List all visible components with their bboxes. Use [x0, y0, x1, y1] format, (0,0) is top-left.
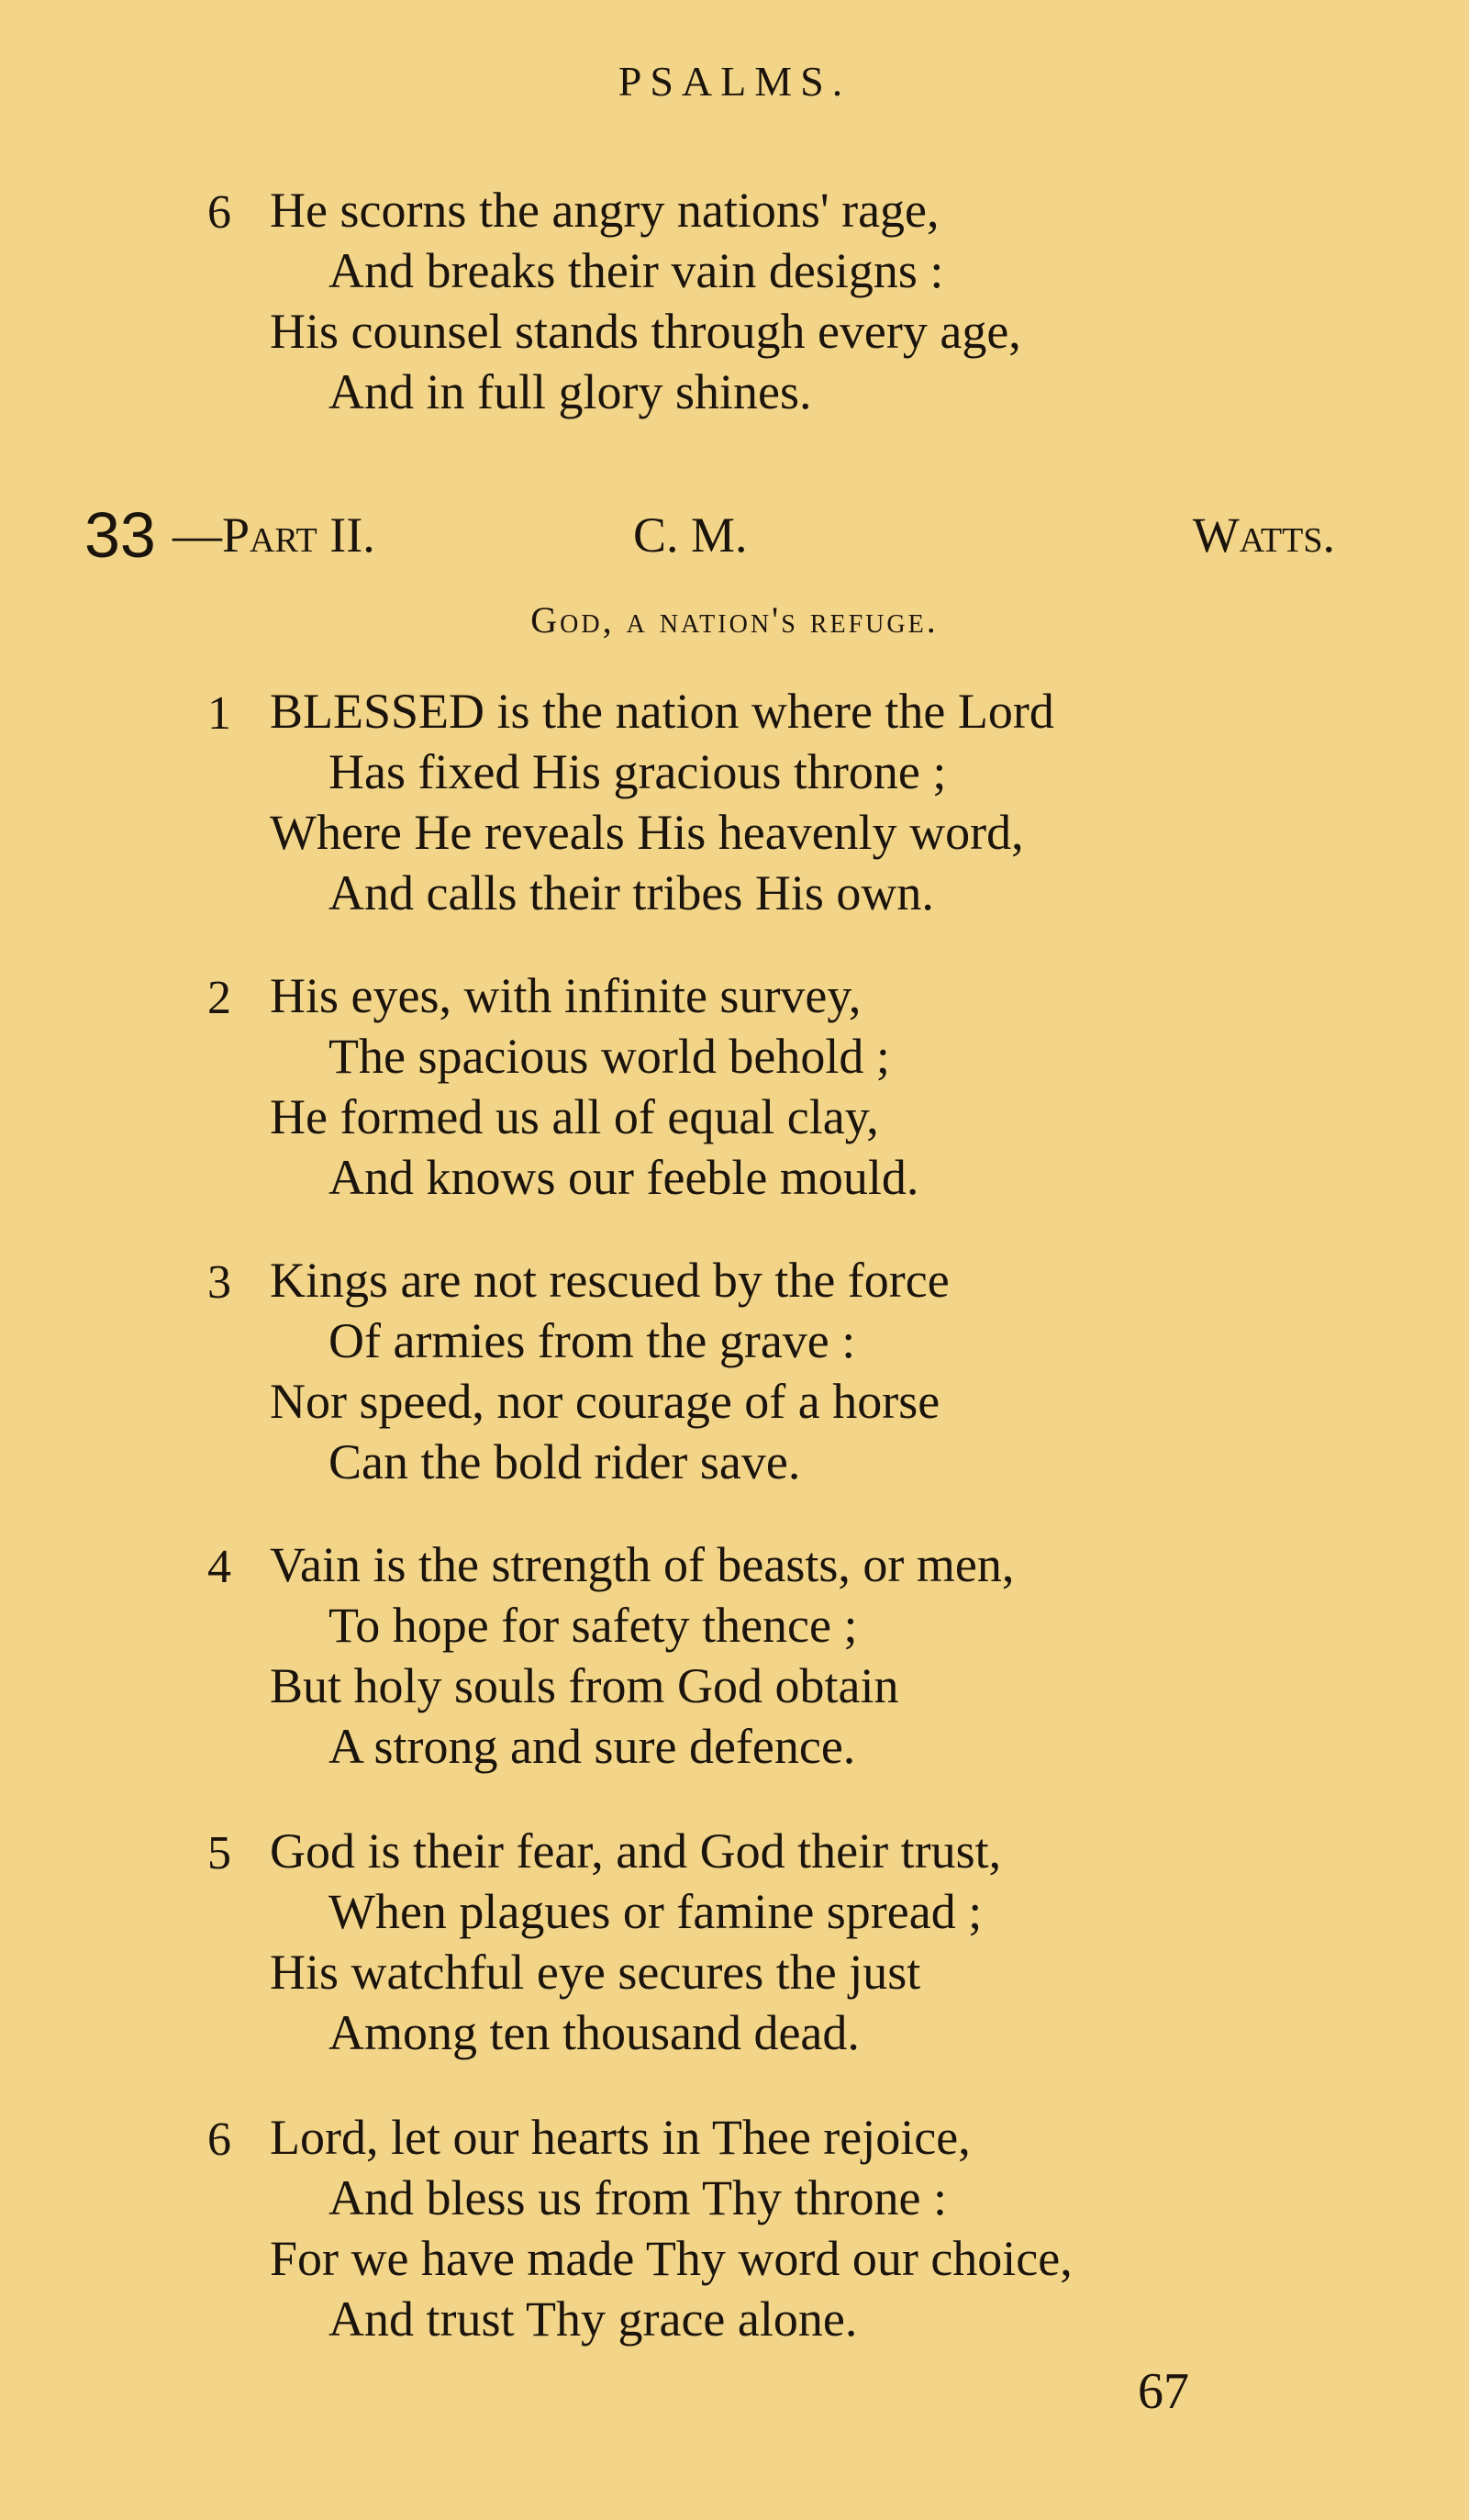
- stanza-line: And calls their tribes His own.: [328, 865, 934, 920]
- stanza-line: Where He reveals His heavenly word,: [270, 805, 1024, 860]
- stanza-line: And breaks their vain designs :: [328, 243, 944, 298]
- stanza-line: Of armies from the grave :: [328, 1313, 856, 1368]
- stanza-line: He formed us all of equal clay,: [270, 1089, 879, 1144]
- stanza-line: Has fixed His gracious throne ;: [328, 744, 947, 799]
- stanza-line: He scorns the angry nations' rage,: [270, 183, 940, 238]
- stanza-number: 1: [207, 687, 231, 740]
- stanza-line: When plagues or famine spread ;: [328, 1884, 983, 1939]
- stanza-number: 2: [207, 972, 231, 1024]
- stanza-line: And bless us from Thy throne :: [328, 2170, 947, 2225]
- stanza-number: 6: [207, 2113, 231, 2166]
- stanza-line: Nor speed, nor courage of a horse: [270, 1374, 940, 1429]
- stanza-line: For we have made Thy word our choice,: [270, 2231, 1073, 2286]
- stanza-number: 6: [207, 186, 231, 239]
- stanza-line: Can the bold rider save.: [328, 1434, 801, 1489]
- stanza-line: Among ten thousand dead.: [328, 2005, 860, 2060]
- stanza-line: His counsel stands through every age,: [270, 304, 1021, 359]
- stanza-line: Vain is the strength of beasts, or men,: [270, 1537, 1015, 1592]
- stanza-number: 3: [207, 1256, 231, 1309]
- hymn-part: —Part II.: [172, 507, 375, 563]
- stanza-line: God is their fear, and God their trust,: [270, 1823, 1002, 1879]
- stanza-line: To hope for safety thence ;: [328, 1598, 858, 1653]
- stanza-line: The spacious world behold ;: [328, 1029, 890, 1084]
- stanza-number: 5: [207, 1827, 231, 1879]
- running-head: PSALMS.: [618, 58, 851, 105]
- stanza-line: And in full glory shines.: [328, 364, 812, 419]
- stanza-number: 4: [207, 1541, 231, 1593]
- hymn-heading: [0, 499, 1469, 571]
- stanza-line: His watchful eye secures the just: [270, 1945, 921, 2000]
- hymn-meter: C. M.: [633, 507, 748, 563]
- hymn-author: Watts.: [1192, 507, 1335, 563]
- stanza-line: Kings are not rescued by the force: [270, 1253, 950, 1308]
- stanza-line: His eyes, with infinite survey,: [270, 968, 862, 1023]
- stanza-line: Lord, let our hearts in Thee rejoice,: [270, 2110, 971, 2165]
- hymn-subtitle: God, a nation's refuge.: [530, 599, 939, 641]
- hymn-number: 33: [84, 499, 156, 571]
- stanza-line: A strong and sure defence.: [328, 1719, 856, 1774]
- stanza-line: And trust Thy grace alone.: [328, 2291, 858, 2347]
- page-number: 67: [1138, 2363, 1189, 2420]
- stanza-line: BLESSED is the nation where the Lord: [270, 684, 1054, 739]
- stanza-line: And knows our feeble mould.: [328, 1150, 919, 1205]
- stanza-line: But holy souls from God obtain: [270, 1658, 899, 1713]
